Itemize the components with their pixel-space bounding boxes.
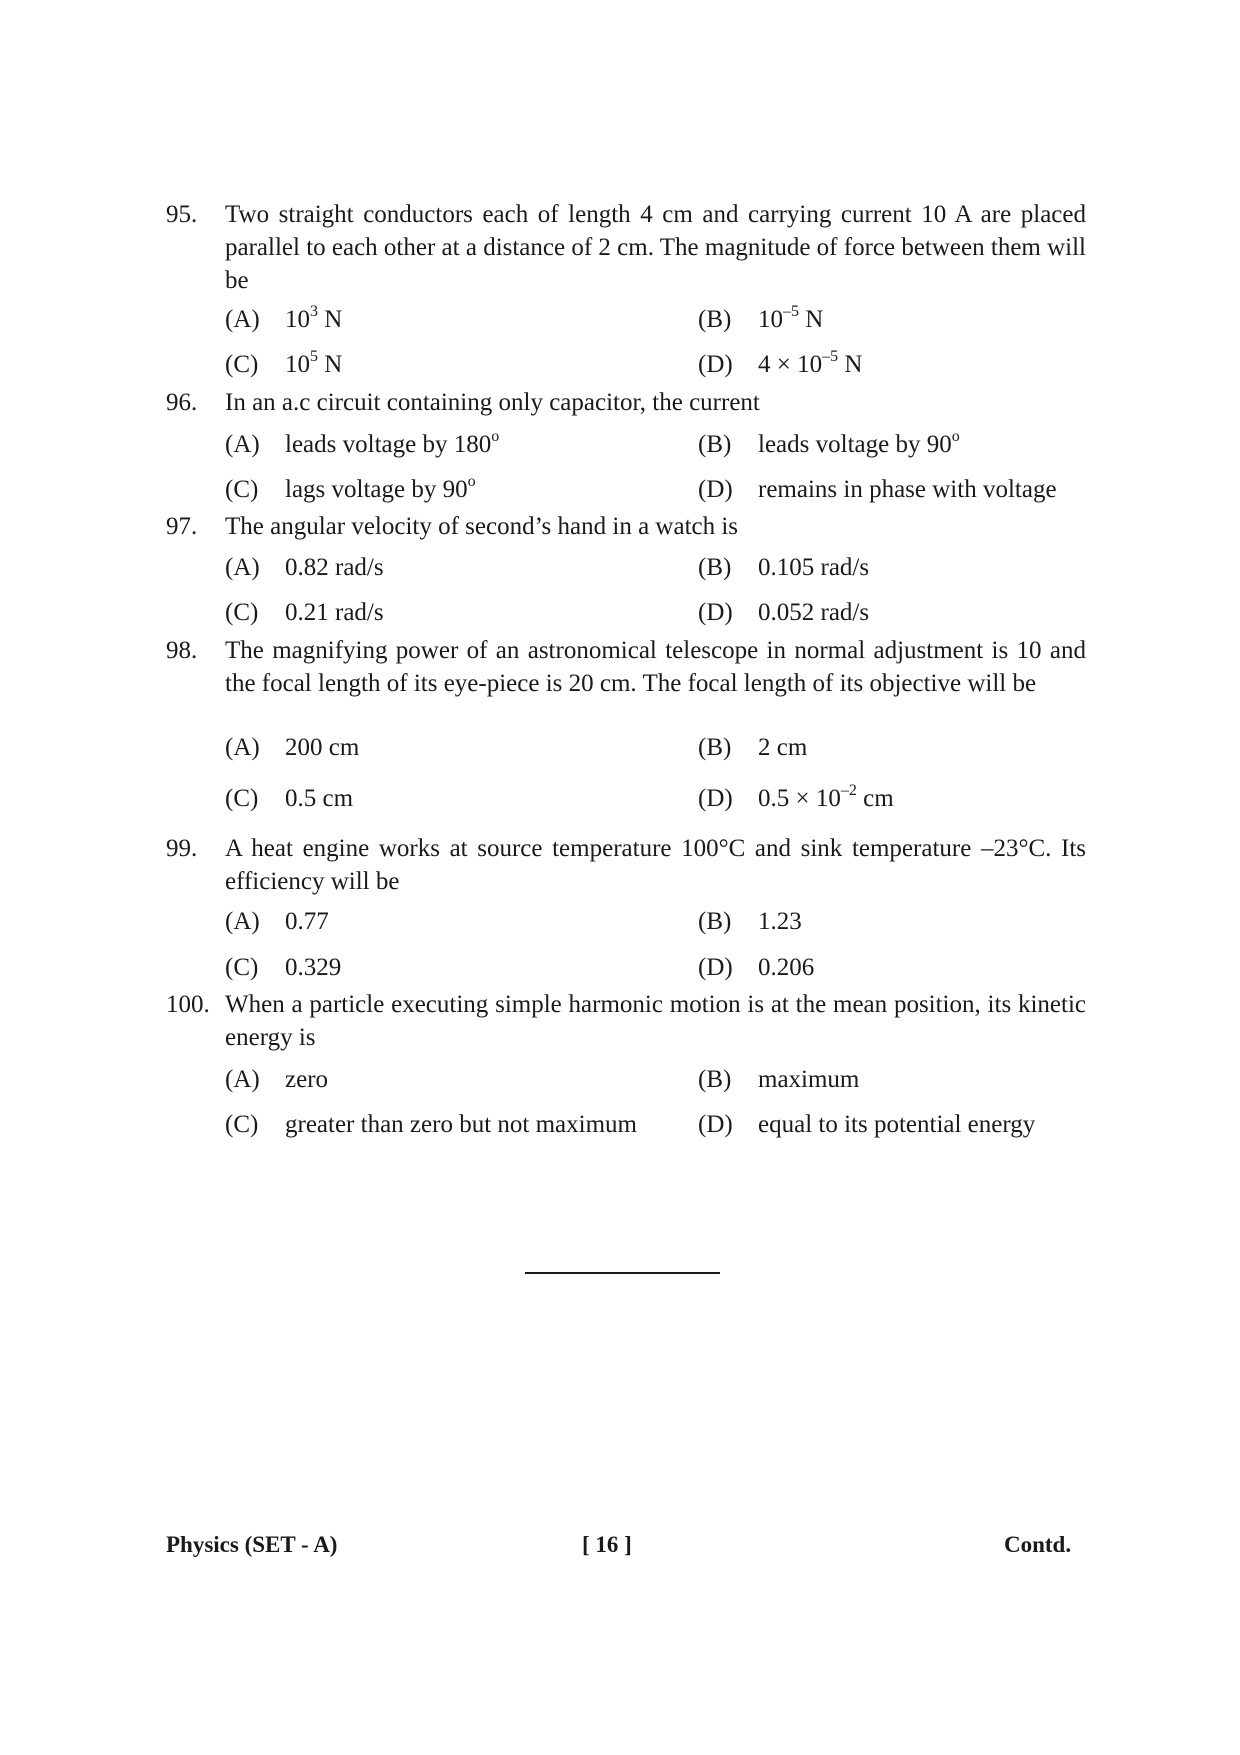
option-a xyxy=(225,907,329,937)
option-text: 0.5 cm xyxy=(285,785,354,812)
option-superscript: o xyxy=(467,472,476,490)
option-label: (A) xyxy=(225,908,260,935)
option-label: (D) xyxy=(698,599,733,626)
question-96 xyxy=(166,386,1086,419)
question-text: In an a.c circuit containing only capacitor, the current xyxy=(225,389,760,416)
option-text: 0.329 xyxy=(285,954,342,981)
question-text: The magnifying power of an astronomical telescope in normal adjustment is 10 and the focal length of its eye-piece is 20 cm. The focal length of its objective will be xyxy=(225,637,1086,697)
option-text: zero xyxy=(285,1066,329,1093)
option-text: 0.206 xyxy=(758,954,815,981)
option-unit: N xyxy=(318,351,343,378)
option-c xyxy=(225,1110,637,1140)
option-b xyxy=(698,302,824,335)
option-d xyxy=(698,953,814,983)
option-text: leads voltage by 90 xyxy=(758,431,952,458)
option-label: (B) xyxy=(698,734,732,761)
option-label: (A) xyxy=(225,1066,260,1093)
option-superscript: 3 xyxy=(310,302,318,320)
option-label: (C) xyxy=(225,351,259,378)
option-text: greater than zero but not maximum xyxy=(285,1111,637,1138)
option-text: leads voltage by 180 xyxy=(285,431,492,458)
option-label: (B) xyxy=(698,431,732,458)
option-c xyxy=(225,784,353,814)
option-label: (B) xyxy=(698,1066,732,1093)
option-d xyxy=(698,1110,1035,1140)
option-a xyxy=(225,427,500,460)
footer-page-number: [ 16 ] xyxy=(582,1532,632,1557)
option-text: 0.82 rad/s xyxy=(285,554,384,581)
option-d xyxy=(698,781,894,814)
option-superscript: –5 xyxy=(783,302,799,320)
option-c xyxy=(225,953,341,983)
option-c xyxy=(225,472,476,505)
option-label: (A) xyxy=(225,734,260,761)
option-label: (B) xyxy=(698,554,732,581)
option-superscript: o xyxy=(951,427,960,445)
option-label: (A) xyxy=(225,431,260,458)
option-label: (C) xyxy=(225,599,259,626)
option-b xyxy=(698,733,807,763)
option-label: (C) xyxy=(225,785,259,812)
option-label: (C) xyxy=(225,1111,259,1138)
question-text: Two straight conductors each of length 4 cm and carrying current 10 A are placed parallel to each other at a distance of 2 cm. The magnitude of force between them will be xyxy=(225,201,1086,294)
option-label: (B) xyxy=(698,306,732,333)
option-a xyxy=(225,553,384,583)
question-99 xyxy=(166,832,1086,898)
option-c xyxy=(225,598,384,628)
option-label: (C) xyxy=(225,954,259,981)
option-text: 200 cm xyxy=(285,734,360,761)
question-text: A heat engine works at source temperature 100°C and sink temperature –23°C. Its efficiency will be xyxy=(225,835,1086,895)
option-superscript: o xyxy=(491,427,500,445)
option-a xyxy=(225,302,343,335)
option-unit: N xyxy=(318,306,343,333)
option-b xyxy=(698,553,869,583)
footer-continued: Contd. xyxy=(1004,1532,1072,1557)
question-number: 96. xyxy=(166,389,198,416)
option-b xyxy=(698,907,802,937)
option-text: 0.21 rad/s xyxy=(285,599,384,626)
footer-subject: Physics (SET - A) xyxy=(166,1532,338,1557)
option-text: 0.5 × 10 xyxy=(758,785,841,812)
option-label: (D) xyxy=(698,1111,733,1138)
question-number: 97. xyxy=(166,513,198,540)
option-label: (D) xyxy=(698,351,733,378)
option-text: 0.77 xyxy=(285,908,329,935)
option-superscript: –5 xyxy=(822,347,839,365)
question-95 xyxy=(166,198,1086,297)
option-label: (A) xyxy=(225,306,260,333)
option-label: (D) xyxy=(698,476,733,503)
option-text: 10 xyxy=(285,351,310,378)
option-superscript: –2 xyxy=(840,781,857,799)
option-text: 1.23 xyxy=(758,908,802,935)
option-text: 10 xyxy=(285,306,310,333)
question-text: The angular velocity of second’s hand in a watch is xyxy=(225,513,739,540)
question-number: 98. xyxy=(166,637,198,664)
option-b xyxy=(698,1065,859,1095)
option-text: equal to its potential energy xyxy=(758,1111,1036,1138)
question-98 xyxy=(166,634,1086,700)
question-text: When a particle executing simple harmonic motion is at the mean position, its kinetic energy is xyxy=(225,991,1086,1051)
option-text: 10 xyxy=(758,306,783,333)
option-c xyxy=(225,347,343,380)
option-a xyxy=(225,1065,328,1095)
question-number: 95. xyxy=(166,201,198,228)
option-d xyxy=(698,475,1057,505)
option-text: remains in phase with voltage xyxy=(758,476,1057,503)
option-unit: cm xyxy=(856,785,894,812)
option-label: (D) xyxy=(698,785,733,812)
option-text: 2 cm xyxy=(758,734,808,761)
option-text: 0.105 rad/s xyxy=(758,554,870,581)
option-unit: N xyxy=(838,351,863,378)
option-superscript: 5 xyxy=(310,347,318,365)
option-unit: N xyxy=(799,306,824,333)
option-text: 0.052 rad/s xyxy=(758,599,870,626)
option-label: (D) xyxy=(698,954,733,981)
question-97 xyxy=(166,510,1086,543)
option-label: (B) xyxy=(698,908,732,935)
option-text: lags voltage by 90 xyxy=(285,476,468,503)
question-number: 99. xyxy=(166,835,198,862)
option-b xyxy=(698,427,960,460)
section-end-rule xyxy=(525,1272,720,1274)
option-label: (A) xyxy=(225,554,260,581)
option-d xyxy=(698,347,863,380)
option-label: (C) xyxy=(225,476,259,503)
option-text: 4 × 10 xyxy=(758,351,823,378)
question-100 xyxy=(166,988,1086,1054)
option-text: maximum xyxy=(758,1066,860,1093)
option-d xyxy=(698,598,869,628)
question-number: 100. xyxy=(166,991,210,1018)
option-a xyxy=(225,733,359,763)
